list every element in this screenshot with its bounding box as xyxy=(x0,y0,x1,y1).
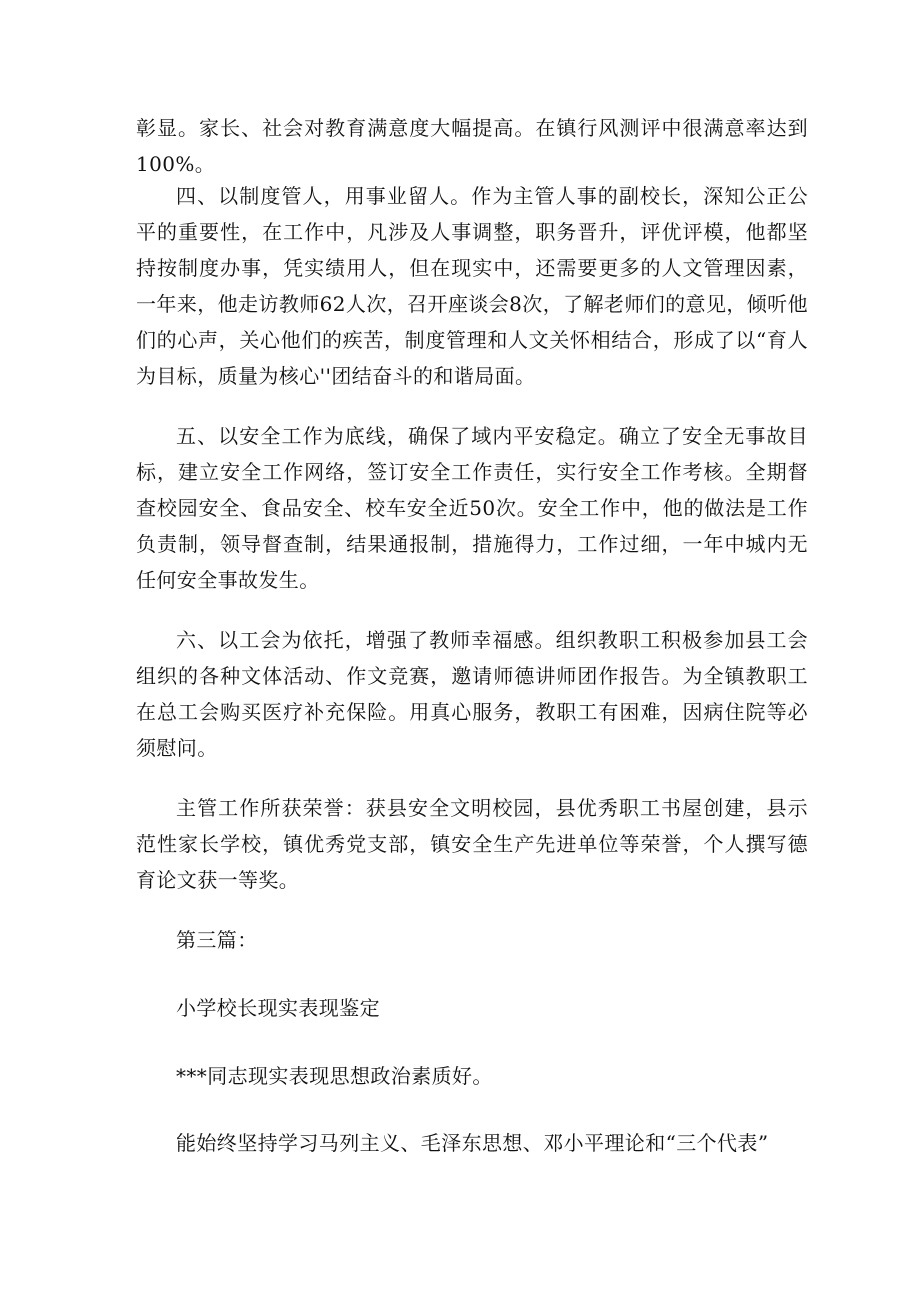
paragraph-section-six: 六、以工会为依托，增强了教师幸福感。组织教职工积极参加县工会组织的各种文体活动、作文竞赛，邀请师德讲师团作报告。为全镇教职工在总工会购买医疗补充保险。用真心服务，教职工有困难，因病住院等必须慰问。 xyxy=(136,628,808,760)
paragraph-assessment-intro: ***同志现实表现思想政治素质好。 xyxy=(176,1064,493,1088)
document-title: 小学校长现实表现鉴定 xyxy=(176,996,380,1020)
chapter-heading: 第三篇： xyxy=(176,928,258,952)
paragraph-assessment-body: 能始终坚持学习马列主义、毛泽东思想、邓小平理论和“三个代表” xyxy=(176,1131,769,1155)
paragraph-continuation: 彰显。家长、社会对教育满意度大幅提高。在镇行风测评中很满意率达到100%。 xyxy=(136,116,808,176)
paragraph-section-four: 四、以制度管人，用事业留人。作为主管人事的副校长，深知公正公平的重要性，在工作中，凡涉及人事调整，职务晋升，评优评模，他都坚持按制度办事，凭实绩用人，但在现实中，还需要更多的人文管理因素，一年来，他走访教师62人次，召开座谈会8次，了解老师们的意见，倾听他们的心声，关心他们的疾苦，制度管理和人文关怀相结合，形成了以“育人为目标，质量为核心''团结奋斗的和谐局面。 xyxy=(136,184,808,388)
paragraph-honors: 主管工作所获荣誉：获县安全文明校园，县优秀职工书屋创建，县示范性家长学校，镇优秀党支部，镇安全生产先进单位等荣誉，个人撰写德育论文获一等奖。 xyxy=(136,796,808,892)
paragraph-section-five: 五、以安全工作为底线，确保了域内平安稳定。确立了安全无事故目标，建立安全工作网络，签订安全工作责任，实行安全工作考核。全期督查校园安全、食品安全、校车安全近50次。安全工作中，他的做法是工作负责制，领导督查制，结果通报制，措施得力，工作过细，一年中城内无任何安全事故发生。 xyxy=(136,424,808,592)
